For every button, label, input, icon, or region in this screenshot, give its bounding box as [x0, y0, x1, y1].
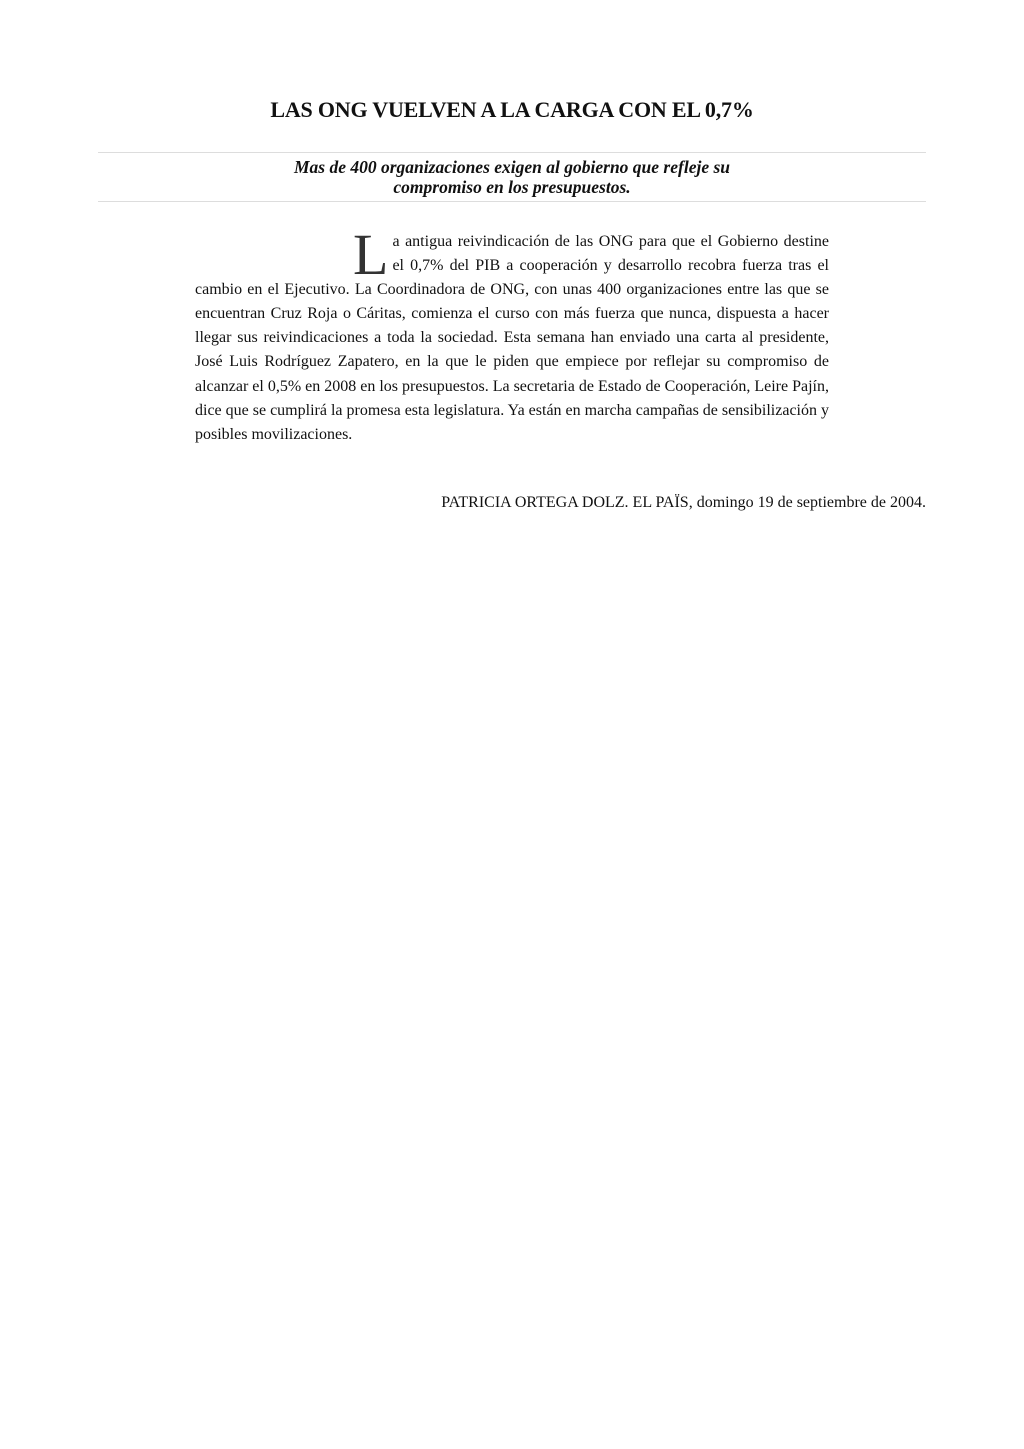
article-body [195, 222, 829, 447]
subtitle-top-rule [98, 152, 926, 153]
article-title: LAS ONG VUELVEN A LA CARGA CON EL 0,7% [270, 97, 754, 122]
indent-spacer [195, 230, 353, 278]
article-subtitle: Mas de 400 organizaciones exigen al gobierno que refleje su compromiso en los presupuestos. [293, 157, 731, 197]
subtitle-bottom-rule [98, 201, 926, 202]
article-body-text: a antigua reivindicación de las ONG para que el Gobierno destine el 0,7% del PIB a cooperación y desarrollo recobra fuerza tras el cambio en el Ejecutivo. La Coordinadora de ONG, con unas 400 organizaciones entre las que se encuentran Cruz Roja o Cáritas, comienza el curso con más fuerza que nunca, dispuesta a hacer llegar sus reivindicaciones a toda la sociedad. Esta semana han enviado una carta al presidente, José Luis Rodríguez Zapatero, en la que le piden que empiece por reflejar su compromiso de alcanzar el 0,5% en 2008 en los presupuestos. La secretaria de Estado de Cooperación, Leire Pajín, dice que se cumplirá la promesa esta legislatura. Ya están en marcha campañas de sensibilización y posibles movilizaciones. [195, 233, 829, 443]
article-byline: PATRICIA ORTEGA DOLZ. EL PAÏS, domingo 19 de septiembre de 2004. [441, 494, 926, 511]
drop-cap: L [353, 222, 389, 287]
